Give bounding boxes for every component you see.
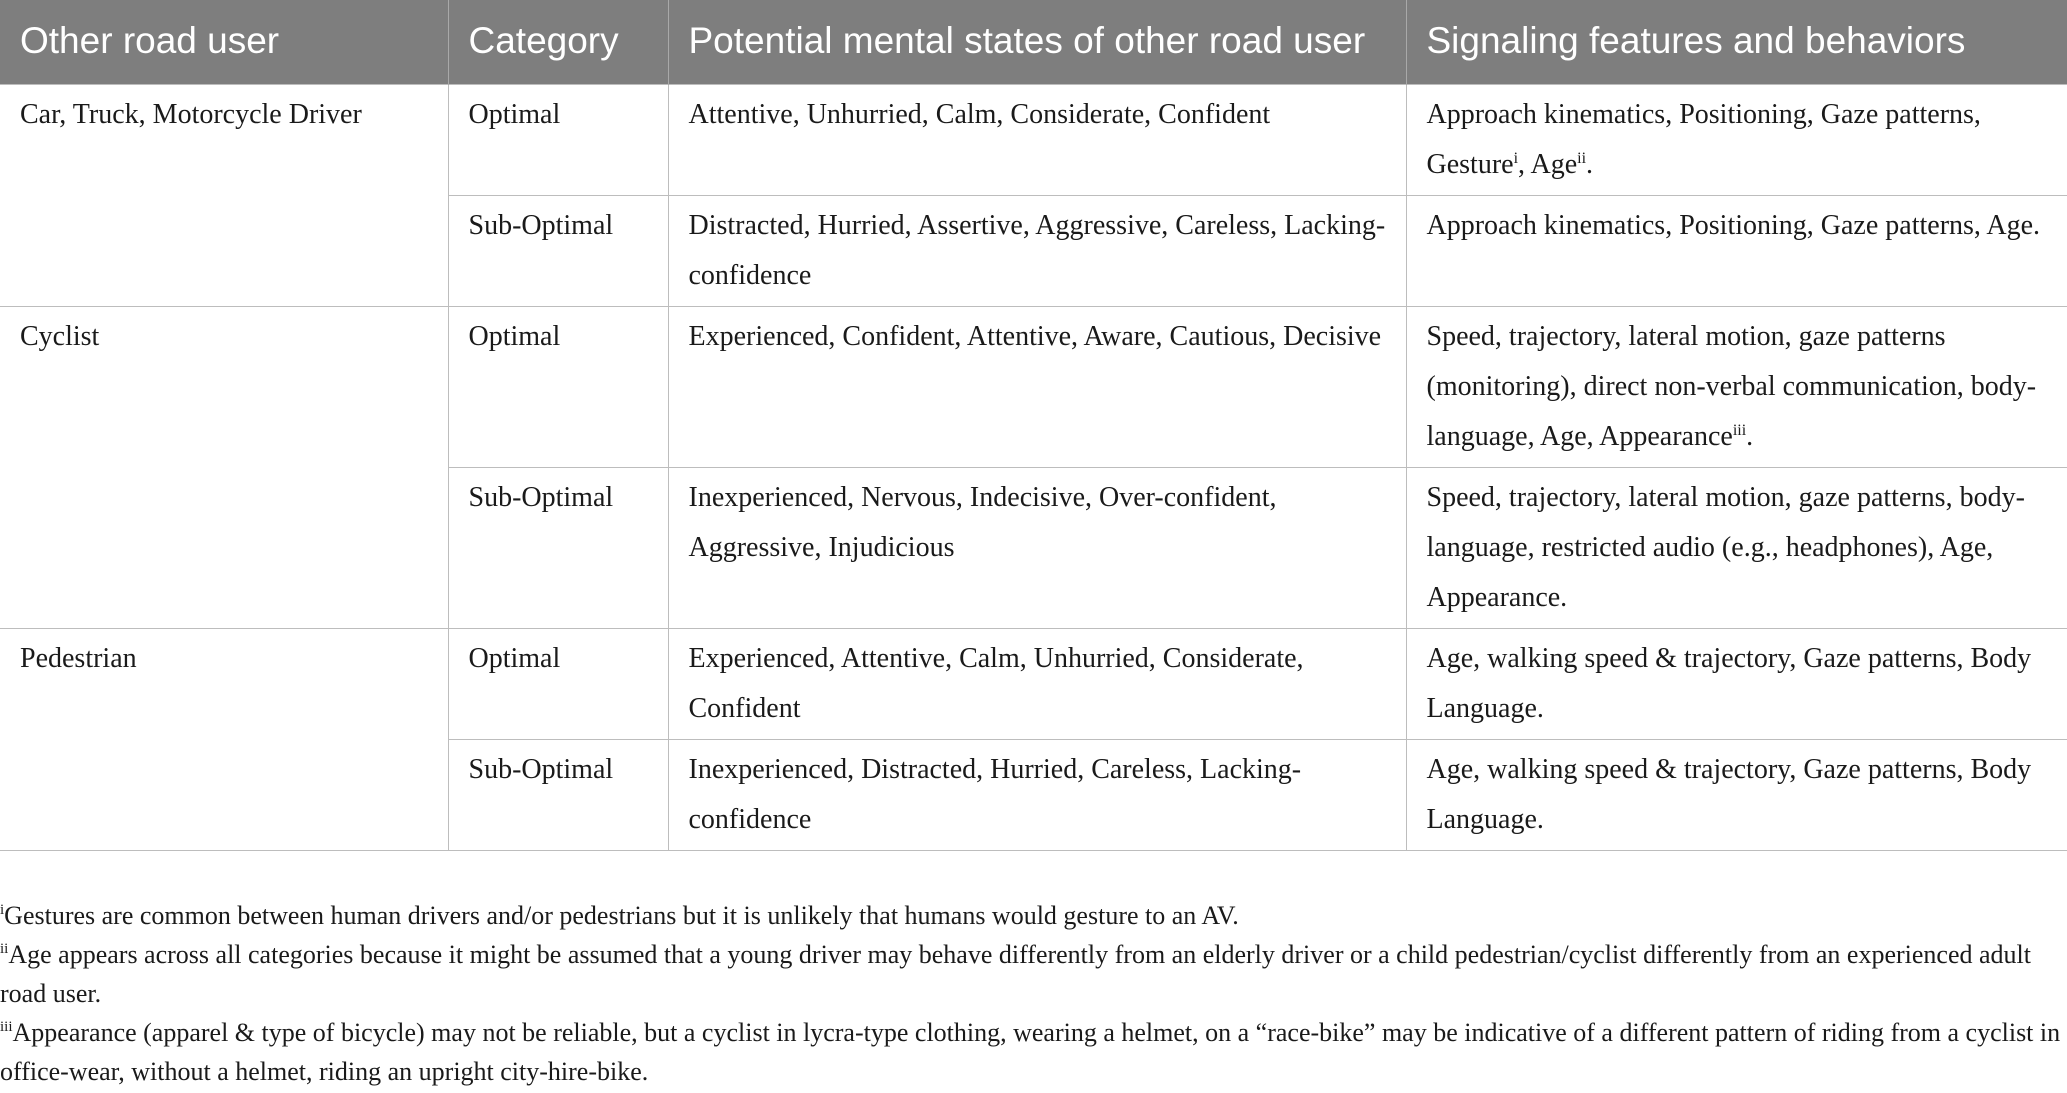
header-row xyxy=(0,0,2067,84)
category-cell: Optimal xyxy=(448,84,668,195)
footnote-ref-iii: iii xyxy=(1732,421,1747,439)
mental-states-cell: Distracted, Hurried, Assertive, Aggressive, Careless, Lacking-confidence xyxy=(668,195,1406,306)
footnote-marker: ii xyxy=(0,941,9,957)
header-category: Category xyxy=(448,0,668,84)
footnote-i xyxy=(0,896,2067,935)
user-cell-pedestrian: Pedestrian xyxy=(0,628,448,850)
signal-text: Speed, trajectory, lateral motion, gaze patterns (monitoring), direct non-verbal communication, body-language, Age, Appearance xyxy=(1426,320,2037,452)
mental-states-cell: Inexperienced, Distracted, Hurried, Careless, Lacking-confidence xyxy=(668,739,1406,850)
mental-states-cell: Attentive, Unhurried, Calm, Considerate, Confident xyxy=(668,84,1406,195)
signal-text: . xyxy=(1586,148,1594,180)
signaling-cell xyxy=(1406,84,2067,195)
table-row xyxy=(0,628,2067,739)
header-mental-states: Potential mental states of other road user xyxy=(668,0,1406,84)
mental-states-cell: Inexperienced, Nervous, Indecisive, Over-confident, Aggressive, Injudicious xyxy=(668,467,1406,628)
signaling-cell: Speed, trajectory, lateral motion, gaze patterns, body-language, restricted audio (e.g., headphones), Age, Appearance. xyxy=(1406,467,2067,628)
footnote-marker: i xyxy=(0,902,5,918)
header-other-road-user: Other road user xyxy=(0,0,448,84)
user-cell-driver: Car, Truck, Motorcycle Driver xyxy=(0,84,448,306)
table-footnotes xyxy=(0,896,2067,1091)
footnote-text: Gestures are common between human drivers and/or pedestrians but it is unlikely that humans would gesture to an AV. xyxy=(4,901,1239,930)
category-cell: Optimal xyxy=(448,306,668,467)
mental-states-cell: Experienced, Confident, Attentive, Aware, Cautious, Decisive xyxy=(668,306,1406,467)
table-row xyxy=(0,306,2067,467)
signaling-cell: Age, walking speed & trajectory, Gaze patterns, Body Language. xyxy=(1406,628,2067,739)
signal-text: , Age xyxy=(1518,148,1578,180)
signaling-cell: Approach kinematics, Positioning, Gaze patterns, Age. xyxy=(1406,195,2067,306)
footnote-ref-i: i xyxy=(1513,149,1519,167)
category-cell: Sub-Optimal xyxy=(448,739,668,850)
footnote-text: Appearance (apparel & type of bicycle) may not be reliable, but a cyclist in lycra-type clothing, wearing a helmet, on a “race-bike” may be indicative of a different pattern of riding from a cyclist in office-wear, without a helmet, riding an upright city-hire-bike. xyxy=(0,1018,2061,1086)
footnote-text: Age appears across all categories because it might be assumed that a young driver may behave differently from an elderly driver or a child pedestrian/cyclist differently from an experienced adult road user. xyxy=(0,940,2031,1008)
table-header xyxy=(0,0,2067,84)
signal-text: Approach kinematics, Positioning, Gaze patterns, Gesture xyxy=(1426,98,1981,180)
footnote-ii xyxy=(0,935,2067,1013)
signaling-cell: Age, walking speed & trajectory, Gaze patterns, Body Language. xyxy=(1406,739,2067,850)
footnote-iii xyxy=(0,1013,2067,1091)
table-body xyxy=(0,84,2067,850)
category-cell: Sub-Optimal xyxy=(448,195,668,306)
header-signaling-features: Signaling features and behaviors xyxy=(1406,0,2067,84)
category-cell: Optimal xyxy=(448,628,668,739)
footnote-marker: iii xyxy=(0,1019,13,1035)
footnote-ref-ii: ii xyxy=(1577,149,1587,167)
signaling-cell xyxy=(1406,306,2067,467)
signal-text: . xyxy=(1746,420,1754,452)
category-cell: Sub-Optimal xyxy=(448,467,668,628)
mental-states-cell: Experienced, Attentive, Calm, Unhurried, Considerate, Confident xyxy=(668,628,1406,739)
table-row xyxy=(0,84,2067,195)
user-cell-cyclist: Cyclist xyxy=(0,306,448,628)
